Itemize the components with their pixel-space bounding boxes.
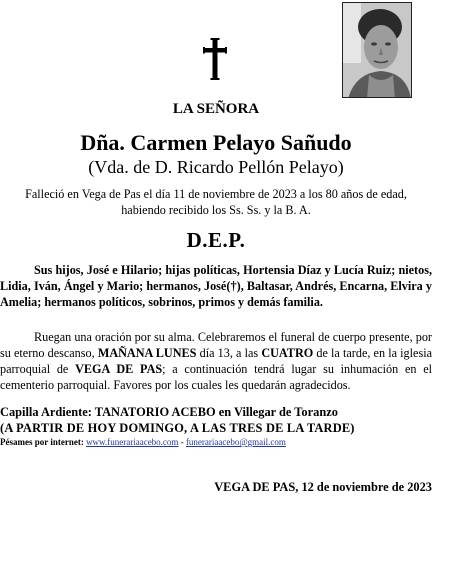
- family-paragraph: [0, 262, 432, 310]
- funeral-text-1: Ruegan una oración por su alma. Celebraremos el funeral de cuerpo presente, por su eterno descanso,: [0, 330, 432, 360]
- chapel-hours-notice: (A PARTIR DE HOY DOMINGO, A LAS TRES DE LA TARDE): [0, 421, 355, 435]
- funeral-paragraph: [0, 329, 432, 393]
- condolences-line: [0, 437, 286, 447]
- funeral-place: VEGA DE PAS: [75, 362, 163, 376]
- place-and-date: VEGA DE PAS, 12 de noviembre de 2023: [214, 480, 432, 494]
- funeral-day: MAÑANA LUNES: [97, 346, 197, 360]
- deceased-name: Dña. Carmen Pelayo Sañudo: [80, 130, 352, 155]
- funeral-time: CUATRO: [261, 346, 314, 360]
- passing-line-1: Falleció en Vega de Pas el día 11 de noviembre de 2023 a los 80 años de edad,: [25, 187, 407, 201]
- dep-heading: D.E.P.: [186, 228, 246, 252]
- condolences-label: Pésames por internet:: [0, 437, 84, 447]
- cross-icon: [200, 38, 230, 80]
- passing-line-2: habiendo recibido los Ss. Ss. y la B. A.: [121, 203, 311, 217]
- widow-note: (Vda. de D. Ricardo Pellón Pelayo): [88, 157, 344, 177]
- email-link[interactable]: funerariaacebo@gmail.com: [185, 437, 286, 447]
- salutation: LA SEÑORA: [172, 101, 260, 117]
- funeral-text-3: de la tarde, en la iglesia parroquial de: [0, 346, 432, 376]
- passing-details: [0, 186, 432, 218]
- link-separator: -: [180, 437, 184, 447]
- funeral-text-2: día 13, a las: [199, 346, 259, 360]
- family-text: Sus hijos, José e Hilario; hijas políticas, Hortensia Díaz y Lucía Ruiz; nietos, Lidia, Iván, Ángel y Mario; hermanos, José(†), Baltasar, Andrés, Encarna, Elvira y Amelia; hermanos políticos, sobrinos, primos y demás familia.: [0, 263, 432, 309]
- website-link[interactable]: www.funerariaacebo.com: [86, 437, 179, 447]
- deceased-portrait: [342, 2, 412, 98]
- funeral-text-4: ; a continuación tendrá lugar su inhumación en el cementerio parroquial. Favores por los cuales les quedarán agradecidos.: [0, 362, 432, 392]
- chapel-line: Capilla Ardiente: TANATORIO ACEBO en Villegar de Toranzo: [0, 405, 338, 419]
